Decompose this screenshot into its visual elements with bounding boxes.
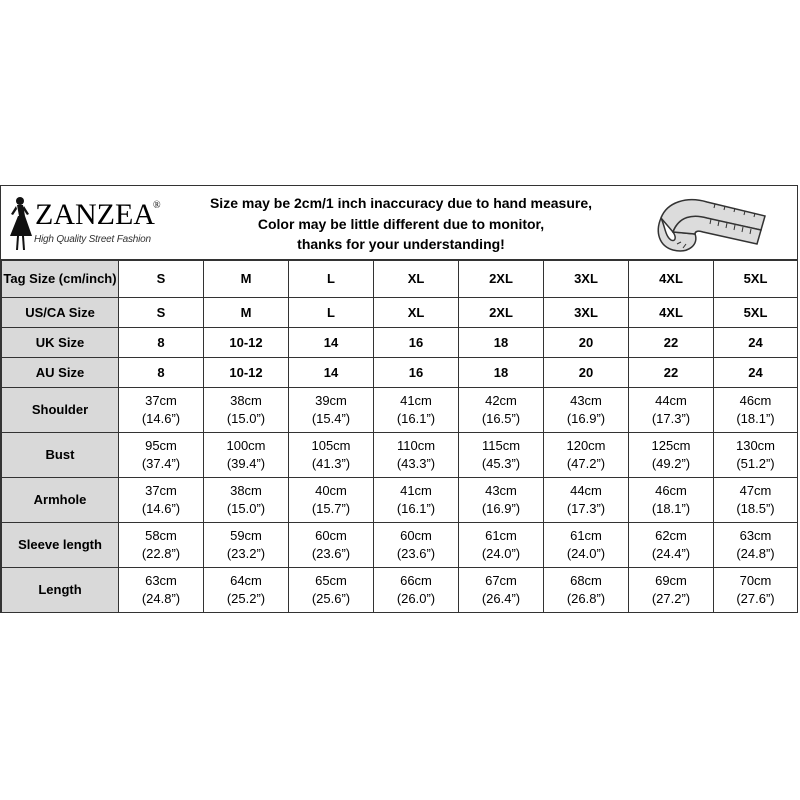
table-row — [2, 388, 798, 433]
table-cell — [714, 261, 798, 298]
cell-value-inch: (26.0”) — [396, 591, 436, 606]
cell-value-inch: (24.0”) — [481, 546, 521, 561]
cell-value: 63cm — [145, 573, 177, 588]
table-cell — [204, 388, 289, 433]
cell-value: 70cm — [739, 573, 772, 588]
cell-value-inch: (23.2”) — [226, 546, 266, 561]
cell-value-inch: (49.2”) — [651, 456, 691, 471]
table-cell — [459, 523, 544, 568]
cell-value-inch: (24.0”) — [566, 546, 606, 561]
table-cell — [714, 298, 798, 328]
measuring-tape-icon — [637, 186, 777, 258]
table-cell — [374, 568, 459, 613]
cell-value-inch: (51.2”) — [736, 456, 775, 471]
table-cell — [544, 523, 629, 568]
table-cell — [119, 478, 204, 523]
table-cell — [289, 523, 374, 568]
table-cell — [544, 388, 629, 433]
cell-value-inch: (43.3”) — [396, 456, 436, 471]
cell-value: 41cm — [400, 393, 432, 408]
row-label: Tag Size (cm/inch) — [2, 261, 119, 298]
row-label: UK Size — [2, 328, 119, 358]
cell-value-inch: (25.2”) — [226, 591, 266, 606]
brand-tagline: High Quality Street Fashion — [34, 234, 151, 245]
table-cell — [289, 568, 374, 613]
table-cell — [204, 261, 289, 298]
row-label: Shoulder — [2, 388, 119, 433]
table-row — [2, 298, 798, 328]
table-cell — [544, 298, 629, 328]
table-cell — [289, 298, 374, 328]
cell-value-inch: (18.5”) — [736, 501, 775, 516]
cell-value: 16 — [408, 334, 424, 350]
cell-value: 67cm — [485, 573, 517, 588]
table-cell — [459, 433, 544, 478]
table-cell — [544, 433, 629, 478]
table-cell — [629, 298, 714, 328]
cell-value: 110cm — [396, 438, 436, 453]
cell-value: 24 — [748, 364, 763, 380]
table-cell — [119, 261, 204, 298]
size-chart — [0, 185, 798, 613]
cell-value: 62cm — [655, 528, 687, 543]
cell-value: 18 — [493, 364, 509, 380]
cell-value: 47cm — [739, 483, 772, 498]
table-cell — [629, 328, 714, 358]
cell-value-inch: (15.0”) — [226, 411, 266, 426]
cell-value: 37cm — [145, 393, 177, 408]
cell-value: 42cm — [485, 393, 517, 408]
notice-line-1: Size may be 2cm/1 inch inaccuracy due to hand measure, — [209, 195, 593, 211]
registered-mark: ® — [153, 200, 161, 211]
cell-value-inch: (17.3”) — [566, 501, 606, 516]
cell-value-inch: (24.8”) — [141, 591, 181, 606]
cell-value: 46cm — [739, 393, 772, 408]
table-cell — [289, 388, 374, 433]
cell-value: 115cm — [481, 438, 521, 453]
cell-value: 39cm — [315, 393, 347, 408]
cell-value: 38cm — [230, 483, 262, 498]
cell-value: 43cm — [570, 393, 602, 408]
cell-value: 8 — [157, 334, 165, 350]
table-cell — [544, 568, 629, 613]
row-label: US/CA Size — [2, 298, 119, 328]
cell-value-inch: (25.6”) — [311, 591, 351, 606]
cell-value: 44cm — [570, 483, 602, 498]
table-cell — [204, 433, 289, 478]
table-cell — [714, 358, 798, 388]
cell-value-inch: (24.8”) — [736, 546, 775, 561]
table-row — [2, 328, 798, 358]
table-cell — [629, 261, 714, 298]
cell-value: 3XL — [574, 271, 598, 286]
table-cell — [459, 568, 544, 613]
brand-logo — [5, 194, 175, 254]
table-cell — [289, 478, 374, 523]
cell-value: S — [156, 271, 166, 286]
row-label: AU Size — [2, 358, 119, 388]
table-cell — [374, 388, 459, 433]
table-cell — [544, 358, 629, 388]
cell-value: 14 — [323, 364, 339, 380]
table-cell — [289, 358, 374, 388]
notice-line-2: Color may be little different due to monitor, — [257, 215, 545, 232]
cell-value: 20 — [578, 364, 594, 380]
cell-value-inch: (16.1”) — [396, 501, 436, 516]
cell-value: 60cm — [315, 528, 347, 543]
cell-value-inch: (47.2”) — [566, 456, 606, 471]
cell-value: 63cm — [739, 528, 772, 543]
cell-value: 68cm — [570, 573, 602, 588]
table-cell — [119, 298, 204, 328]
row-label: Armhole — [2, 478, 119, 523]
cell-value: S — [156, 304, 166, 320]
cell-value: 38cm — [230, 393, 262, 408]
cell-value-inch: (22.8”) — [141, 546, 181, 561]
table-cell — [204, 358, 289, 388]
cell-value: 61cm — [570, 528, 602, 543]
cell-value: L — [327, 271, 335, 286]
cell-value: 44cm — [655, 393, 687, 408]
table-cell — [374, 433, 459, 478]
cell-value-inch: (16.5”) — [481, 411, 521, 426]
table-cell — [714, 328, 798, 358]
table-cell — [714, 478, 798, 523]
cell-value: 130cm — [735, 438, 776, 453]
header-banner — [1, 186, 797, 260]
cell-value-inch: (45.3”) — [481, 456, 521, 471]
row-label: Sleeve length — [2, 523, 119, 568]
cell-value-inch: (15.4”) — [311, 411, 351, 426]
table-cell — [459, 261, 544, 298]
cell-value: 46cm — [655, 483, 687, 498]
cell-value: 41cm — [400, 483, 432, 498]
cell-value: 14 — [323, 334, 339, 350]
cell-value-inch: (18.1”) — [651, 501, 691, 516]
cell-value: L — [327, 304, 335, 320]
row-label: Length — [2, 568, 119, 613]
cell-value: 60cm — [400, 528, 432, 543]
table-cell — [374, 298, 459, 328]
cell-value: 64cm — [230, 573, 262, 588]
cell-value-inch: (18.1”) — [736, 411, 775, 426]
cell-value: 95cm — [145, 438, 177, 453]
cell-value: 10-12 — [229, 364, 263, 380]
cell-value-inch: (39.4”) — [226, 456, 266, 471]
cell-value: 5XL — [743, 271, 768, 286]
cell-value-inch: (16.9”) — [566, 411, 606, 426]
table-row — [2, 523, 798, 568]
table-cell — [119, 523, 204, 568]
table-cell — [374, 523, 459, 568]
cell-value: 120cm — [566, 438, 606, 453]
cell-value: M — [240, 304, 252, 320]
cell-value-inch: (27.6”) — [736, 591, 775, 606]
cell-value: 65cm — [315, 573, 347, 588]
size-table — [1, 260, 798, 613]
cell-value: 43cm — [485, 483, 517, 498]
table-cell — [289, 433, 374, 478]
cell-value-inch: (14.6”) — [141, 411, 181, 426]
cell-value: 40cm — [315, 483, 347, 498]
cell-value: 16 — [408, 364, 424, 380]
table-cell — [629, 568, 714, 613]
cell-value: XL — [407, 271, 425, 286]
brand-name: ZANZEA — [35, 198, 155, 231]
table-cell — [459, 328, 544, 358]
cell-value: 4XL — [659, 271, 683, 286]
cell-value: 59cm — [230, 528, 262, 543]
table-cell — [289, 261, 374, 298]
cell-value: 125cm — [651, 438, 691, 453]
table-cell — [119, 388, 204, 433]
table-row — [2, 358, 798, 388]
table-row — [2, 478, 798, 523]
table-cell — [629, 358, 714, 388]
table-cell — [629, 388, 714, 433]
cell-value-inch: (26.8”) — [566, 591, 606, 606]
table-cell — [714, 568, 798, 613]
cell-value: 105cm — [311, 438, 351, 453]
table-cell — [544, 261, 629, 298]
table-cell — [714, 433, 798, 478]
cell-value-inch: (16.9”) — [481, 501, 521, 516]
cell-value-inch: (14.6”) — [141, 501, 181, 516]
cell-value: 69cm — [655, 573, 687, 588]
cell-value-inch: (15.0”) — [226, 501, 266, 516]
table-cell — [204, 568, 289, 613]
measurement-notice — [186, 193, 616, 255]
cell-value: 8 — [157, 364, 165, 380]
table-cell — [374, 328, 459, 358]
cell-value: 22 — [663, 334, 679, 350]
row-label: Bust — [2, 433, 119, 478]
cell-value-inch: (37.4”) — [141, 456, 181, 471]
cell-value-inch: (24.4”) — [651, 546, 691, 561]
table-cell — [459, 478, 544, 523]
cell-value: 24 — [748, 334, 763, 350]
woman-silhouette-icon — [5, 194, 35, 254]
cell-value-inch: (23.6”) — [396, 546, 436, 561]
table-row — [2, 261, 798, 298]
table-cell — [374, 358, 459, 388]
table-cell — [289, 328, 374, 358]
notice-line-3: thanks for your understanding! — [297, 236, 505, 252]
table-cell — [204, 298, 289, 328]
cell-value-inch: (41.3”) — [311, 456, 351, 471]
cell-value: 2XL — [489, 304, 513, 320]
cell-value: XL — [407, 304, 425, 320]
cell-value: 100cm — [226, 438, 266, 453]
cell-value-inch: (15.7”) — [311, 501, 351, 516]
cell-value: M — [240, 271, 252, 286]
table-cell — [119, 328, 204, 358]
cell-value: 20 — [578, 334, 594, 350]
table-cell — [714, 523, 798, 568]
table-cell — [119, 568, 204, 613]
table-cell — [544, 328, 629, 358]
table-cell — [119, 433, 204, 478]
cell-value-inch: (17.3”) — [651, 411, 691, 426]
cell-value: 10-12 — [229, 334, 263, 350]
cell-value-inch: (27.2”) — [651, 591, 691, 606]
table-row — [2, 568, 798, 613]
cell-value-inch: (26.4”) — [481, 591, 521, 606]
table-cell — [119, 358, 204, 388]
table-cell — [714, 388, 798, 433]
cell-value: 4XL — [659, 304, 683, 320]
cell-value: 5XL — [743, 304, 768, 320]
cell-value: 2XL — [489, 271, 513, 286]
cell-value: 66cm — [400, 573, 432, 588]
table-cell — [544, 478, 629, 523]
table-cell — [629, 523, 714, 568]
table-cell — [629, 478, 714, 523]
table-cell — [204, 478, 289, 523]
cell-value: 58cm — [145, 528, 177, 543]
cell-value: 3XL — [574, 304, 598, 320]
table-cell — [374, 261, 459, 298]
table-cell — [374, 478, 459, 523]
cell-value: 61cm — [485, 528, 517, 543]
cell-value: 37cm — [145, 483, 177, 498]
table-cell — [459, 298, 544, 328]
cell-value-inch: (16.1”) — [396, 411, 436, 426]
table-cell — [204, 523, 289, 568]
table-cell — [629, 433, 714, 478]
cell-value: 18 — [493, 334, 509, 350]
table-cell — [204, 328, 289, 358]
table-cell — [459, 358, 544, 388]
cell-value: 22 — [663, 364, 679, 380]
table-row — [2, 433, 798, 478]
table-cell — [459, 388, 544, 433]
cell-value-inch: (23.6”) — [311, 546, 351, 561]
